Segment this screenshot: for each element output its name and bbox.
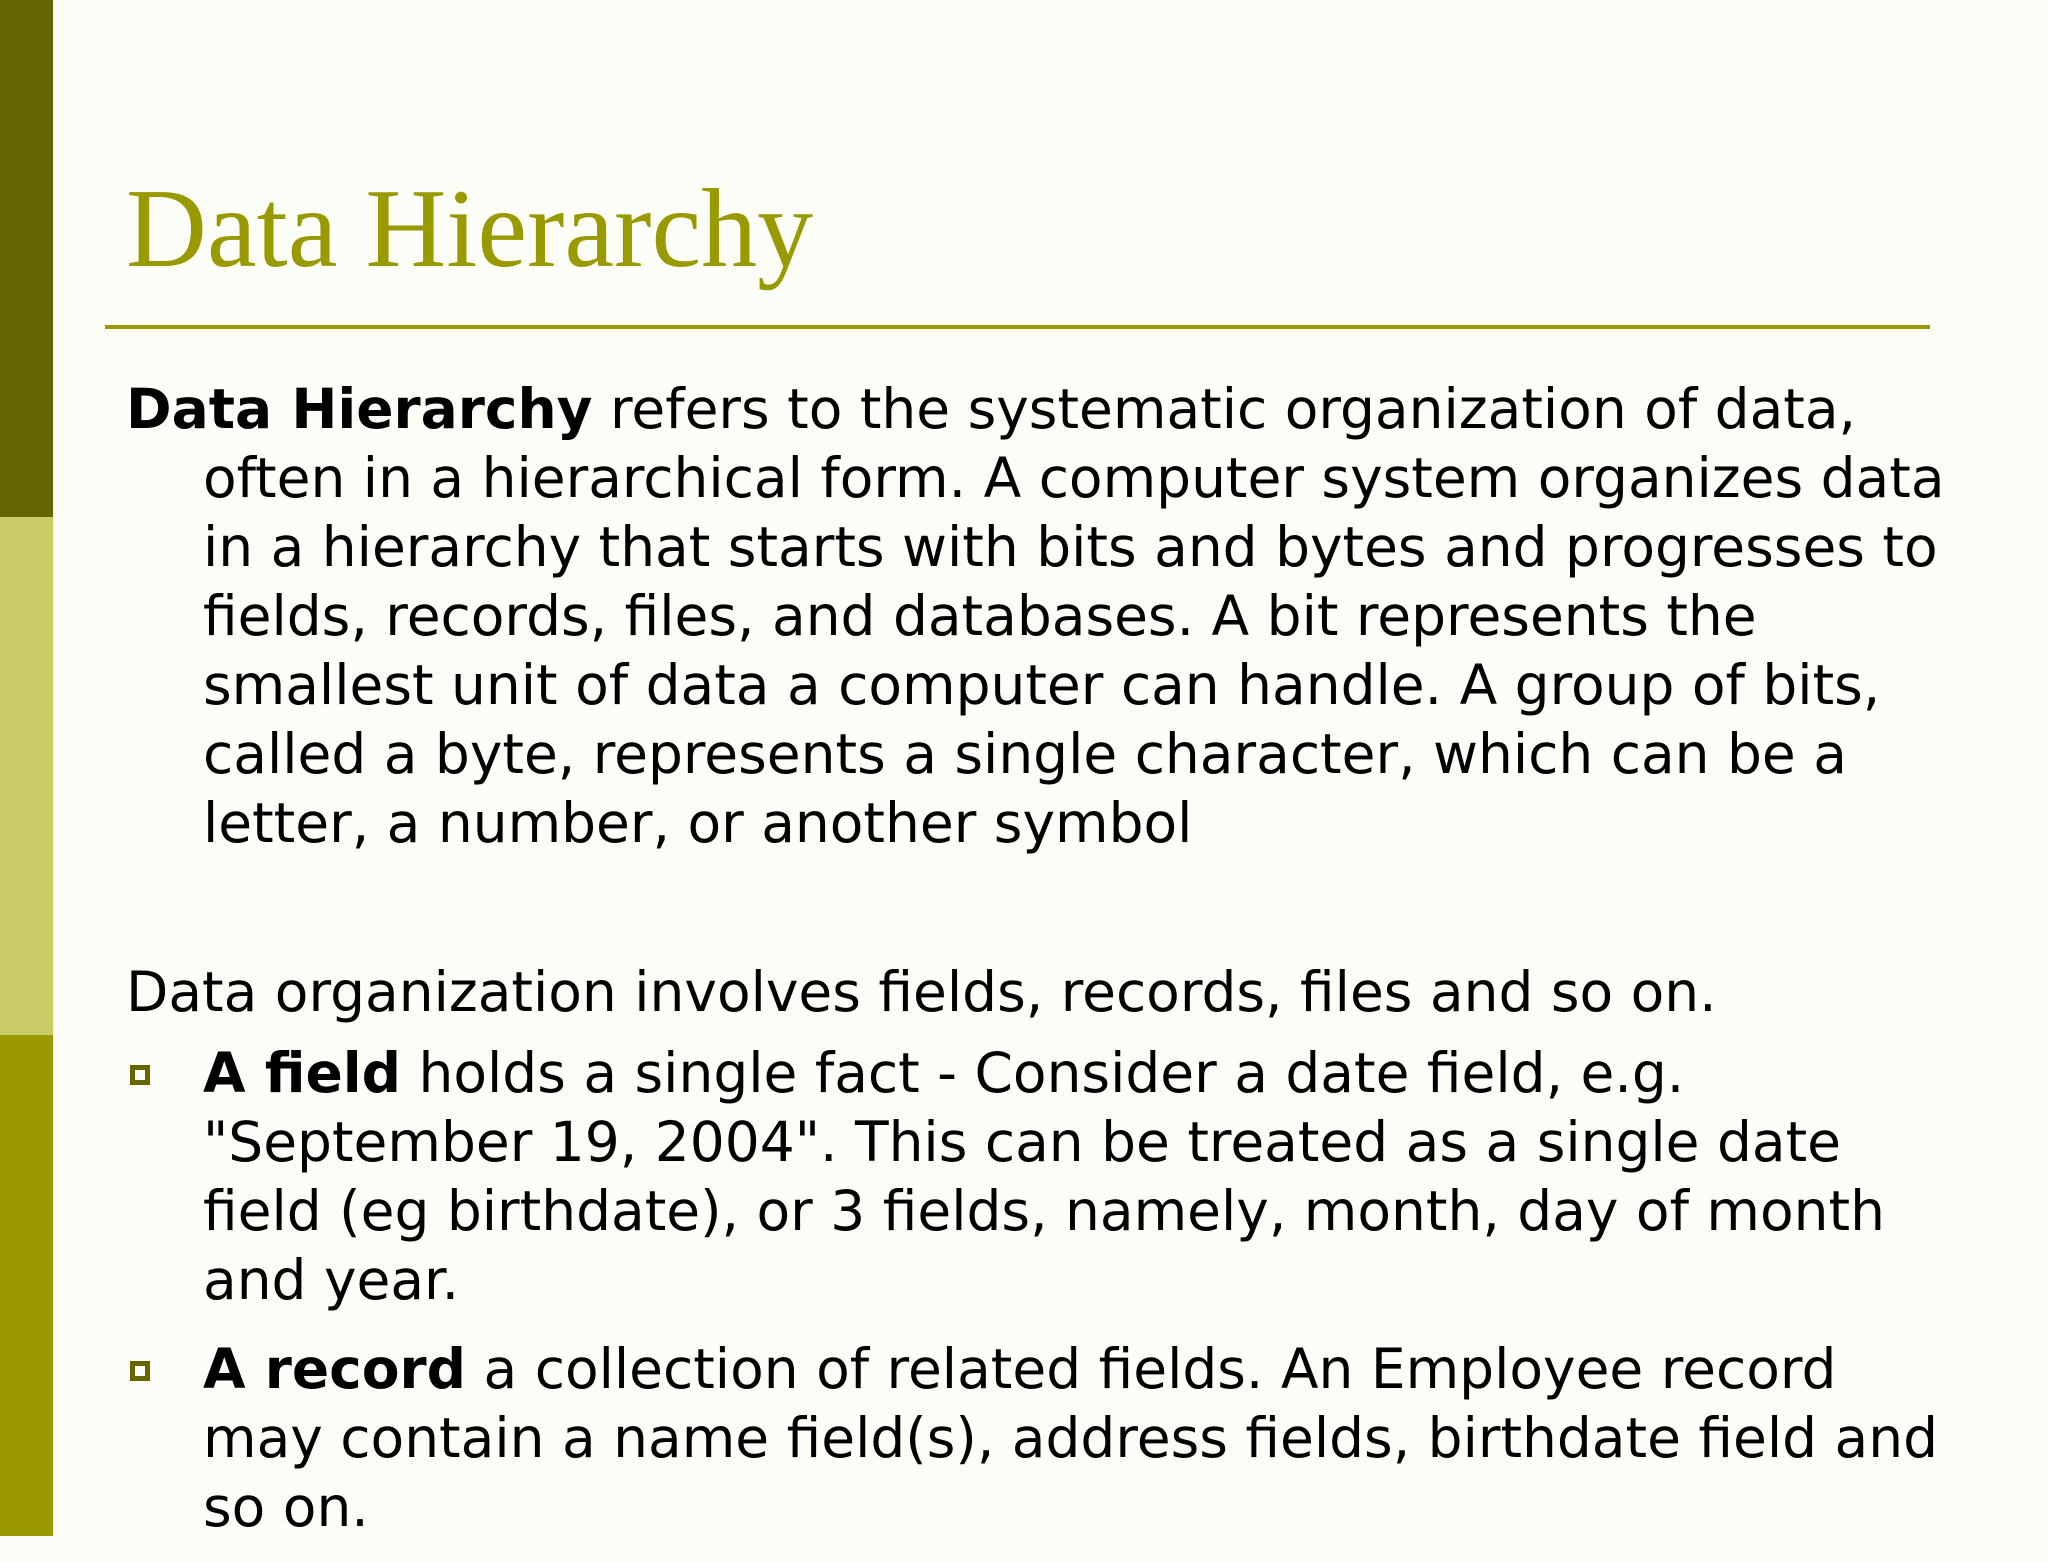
bullet-list <box>126 1039 1956 1542</box>
definition-term: Data Hierarchy <box>126 377 593 441</box>
slide-content <box>126 375 1956 1562</box>
definition-paragraph <box>126 375 1956 858</box>
bullet-item-record <box>126 1335 1956 1542</box>
square-bullet-icon <box>130 1065 150 1085</box>
square-bullet-icon <box>130 1361 150 1381</box>
bullet-text: a collection of related fields. An Employee record may contain a name field(s), address fields, birthdate field and so on. <box>203 1337 1939 1539</box>
sidebar-accent-top <box>0 0 53 517</box>
sidebar-accent-middle <box>0 517 53 1035</box>
organization-paragraph: Data organization involves fields, records, files and so on. <box>126 960 1717 1024</box>
slide-title: Data Hierarchy <box>126 167 814 291</box>
sidebar-accent-bottom <box>0 1035 53 1536</box>
definition-text: refers to the systematic organization of data, often in a hierarchical form. A computer system organizes data in a hierarchy that starts with bits and bytes and progresses to fields, records, files, and databases. A bit represents the smallest unit of data a computer can handle. A group of bits, called a byte, represents a single character, which can be a letter, a number, or another symbol <box>203 377 1945 855</box>
title-underline <box>105 325 1930 329</box>
bullet-term: A record <box>203 1337 467 1401</box>
bullet-term: A field <box>203 1041 402 1105</box>
bullet-item-field <box>126 1039 1956 1315</box>
bullet-text: holds a single fact - Consider a date field, e.g. "September 19, 2004". This can be treated as a single date field (eg birthdate), or 3 fields, namely, month, day of month and year. <box>203 1041 1885 1312</box>
